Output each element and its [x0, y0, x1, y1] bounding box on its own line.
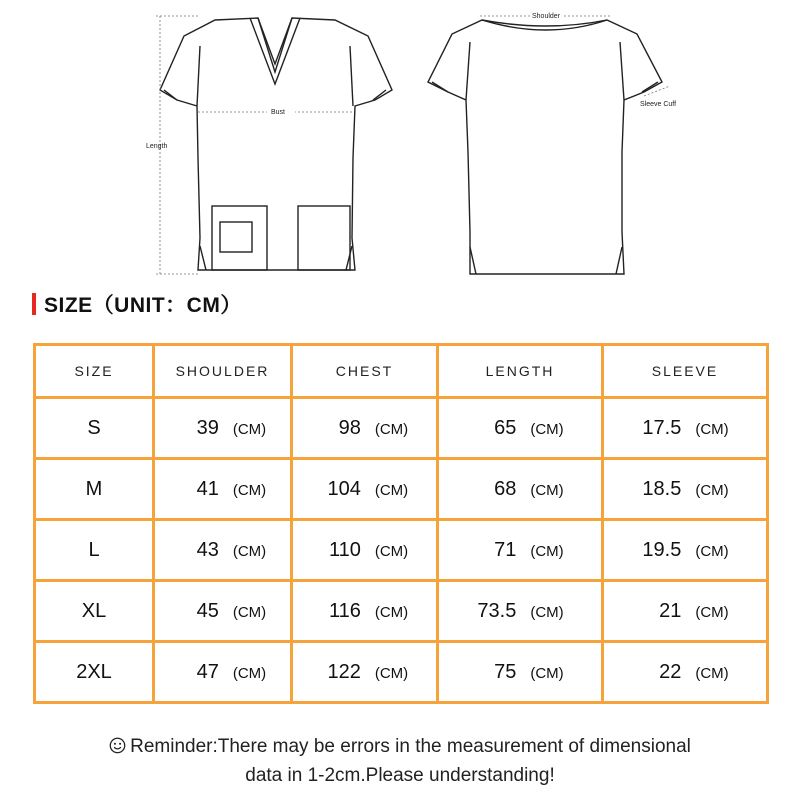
table-row [35, 398, 768, 459]
shoulder-cell [154, 398, 292, 459]
unit-label: (CM) [374, 481, 409, 499]
shoulder-cell [154, 459, 292, 520]
shoulder-value: 41 [196, 477, 219, 500]
chest-cell [292, 581, 438, 642]
table-row [35, 459, 768, 520]
reminder-text-line-1: Reminder:There may be errors in the measurement of dimensional [130, 736, 691, 757]
size-heading-title: SIZE（UNIT：CM） [44, 294, 242, 317]
unit-label: (CM) [374, 420, 409, 438]
header-size: SIZE [35, 345, 154, 398]
table-header-row [35, 345, 768, 398]
back-view-diagram [412, 2, 692, 287]
sleeve-cell [603, 581, 768, 642]
chest-value: 110 [328, 538, 361, 561]
sleeve-value: 22 [659, 660, 682, 683]
chest-value: 98 [338, 416, 361, 439]
header-sleeve: SLEEVE [603, 345, 768, 398]
shoulder-label: Shoulder [532, 13, 561, 20]
unit-label: (CM) [374, 603, 409, 621]
header-chest: CHEST [292, 345, 438, 398]
shoulder-cell [154, 581, 292, 642]
reminder-line-1 [40, 732, 760, 761]
unit-label: (CM) [530, 542, 564, 560]
size-cell: M [35, 459, 154, 520]
unit-label: (CM) [695, 481, 729, 499]
sleeve-cuff-label: Sleeve Cuff [640, 101, 677, 108]
length-value: 68 [494, 477, 517, 500]
bust-label: Bust [271, 109, 286, 116]
length-value: 73.5 [477, 599, 517, 622]
length-cell [438, 459, 603, 520]
heading-accent-bar [32, 293, 36, 315]
length-value: 71 [494, 538, 517, 561]
unit-label: (CM) [374, 542, 409, 560]
unit-label: (CM) [232, 603, 267, 621]
sleeve-cell [603, 459, 768, 520]
length-cell [438, 520, 603, 581]
sleeve-cell [603, 398, 768, 459]
unit-label: (CM) [530, 481, 564, 499]
length-cell [438, 398, 603, 459]
table-row [35, 581, 768, 642]
reminder-text-line-2: data in 1-2cm.Please understanding! [245, 765, 555, 786]
chest-value: 122 [327, 660, 361, 683]
shoulder-value: 47 [196, 660, 219, 683]
shoulder-cell [154, 642, 292, 703]
sleeve-value: 18.5 [642, 477, 682, 500]
shoulder-value: 45 [196, 599, 219, 622]
sleeve-cell [603, 642, 768, 703]
unit-label: (CM) [232, 481, 267, 499]
length-label: Length [146, 143, 168, 150]
size-heading [32, 292, 242, 316]
unit-label: (CM) [232, 542, 267, 560]
sleeve-value: 19.5 [642, 538, 682, 561]
reminder-note [40, 732, 760, 790]
sleeve-cell [603, 520, 768, 581]
chest-cell [292, 398, 438, 459]
length-cell [438, 642, 603, 703]
unit-label: (CM) [695, 603, 729, 621]
header-shoulder: SHOULDER [154, 345, 292, 398]
front-scrub-top-drawing [140, 8, 410, 288]
length-value: 65 [494, 416, 517, 439]
size-cell: L [35, 520, 154, 581]
shoulder-cell [154, 520, 292, 581]
size-cell: S [35, 398, 154, 459]
size-cell: 2XL [35, 642, 154, 703]
unit-label: (CM) [695, 542, 729, 560]
unit-label: (CM) [232, 420, 267, 438]
table-row [35, 520, 768, 581]
sleeve-value: 17.5 [642, 416, 682, 439]
unit-label: (CM) [530, 664, 564, 682]
chest-value: 116 [328, 599, 361, 622]
unit-label: (CM) [530, 420, 564, 438]
length-value: 75 [494, 660, 517, 683]
shoulder-value: 39 [196, 416, 219, 439]
size-chart-table [33, 343, 769, 704]
chest-cell [292, 520, 438, 581]
chest-cell [292, 642, 438, 703]
front-view-diagram [140, 8, 410, 288]
unit-label: (CM) [232, 664, 267, 682]
size-cell: XL [35, 581, 154, 642]
chest-cell [292, 459, 438, 520]
sleeve-value: 21 [659, 599, 682, 622]
chest-value: 104 [327, 477, 361, 500]
length-cell [438, 581, 603, 642]
back-scrub-top-drawing [412, 2, 692, 287]
unit-label: (CM) [530, 603, 564, 621]
unit-label: (CM) [695, 420, 729, 438]
table-row [35, 642, 768, 703]
smiley-icon [109, 737, 126, 754]
shoulder-value: 43 [196, 538, 219, 561]
unit-label: (CM) [374, 664, 409, 682]
header-length: LENGTH [438, 345, 603, 398]
unit-label: (CM) [695, 664, 729, 682]
